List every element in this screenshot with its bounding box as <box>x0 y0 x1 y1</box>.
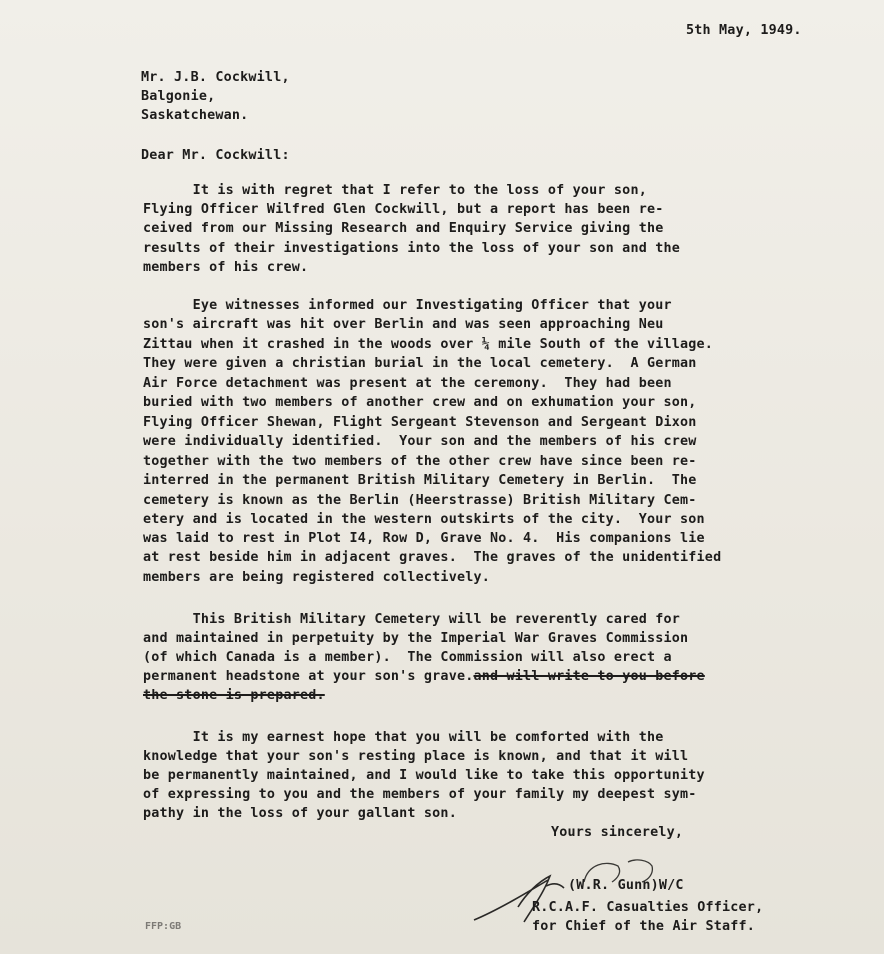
signer-org: for Chief of the Air Staff. <box>532 919 756 934</box>
struck-text: and will write to you before <box>473 669 705 684</box>
paragraph-line: and maintained in perpetuity by the Imperial War Graves Commission <box>143 631 689 646</box>
paragraph-line: It is with regret that I refer to the loss of your son, <box>143 183 647 198</box>
paragraph-line: Eye witnesses informed our Investigating Officer that your <box>143 298 672 313</box>
paragraph-line: be permanently maintained, and I would like to take this opportunity <box>143 768 705 783</box>
paragraph-line: were individually identified. Your son and the members of his crew <box>143 434 697 449</box>
paragraph-line: Flying Officer Shewan, Flight Sergeant Stevenson and Sergeant Dixon <box>143 415 697 430</box>
paragraph-line: This British Military Cemetery will be reverently cared for <box>143 612 681 627</box>
reference-initials: FFP:GB <box>145 921 182 932</box>
paragraph-line: was laid to rest in Plot I4, Row D, Grave No. 4. His companions lie <box>143 531 705 546</box>
paragraph-line: ceived from our Missing Research and Enquiry Service giving the <box>143 221 664 236</box>
recipient-line: Mr. J.B. Cockwill, <box>141 70 290 85</box>
paragraph-line: It is my earnest hope that you will be comforted with the <box>143 730 664 745</box>
closing: Yours sincerely, <box>551 825 684 840</box>
paragraph-line: They were given a christian burial in the local cemetery. A German <box>143 356 697 371</box>
paragraph-line: of expressing to you and the members of your family my deepest sym- <box>143 787 697 802</box>
paragraph-line: members are being registered collectively. <box>143 570 490 585</box>
recipient-line: Balgonie, <box>141 89 216 104</box>
paragraph-line: Flying Officer Wilfred Glen Cockwill, but a report has been re- <box>143 202 664 217</box>
paragraph-line: son's aircraft was hit over Berlin and was seen approaching Neu <box>143 317 664 332</box>
paragraph-line: results of their investigations into the loss of your son and the <box>143 241 681 256</box>
paragraph-line: cemetery is known as the Berlin (Heerstrasse) British Military Cem- <box>143 493 697 508</box>
paragraph-line: Zittau when it crashed in the woods over ¼ mile South of the village. <box>143 337 714 352</box>
salutation: Dear Mr. Cockwill: <box>141 148 290 163</box>
paragraph-line <box>143 668 705 686</box>
letter-date: 5th May, 1949. <box>686 23 802 38</box>
paragraph-line: at rest beside him in adjacent graves. The graves of the unidentified <box>143 550 722 565</box>
recipient-line: Saskatchewan. <box>141 108 249 123</box>
paragraph-line: interred in the permanent British Military Cemetery in Berlin. The <box>143 473 697 488</box>
paragraph-text: permanent headstone at your son's grave. <box>143 669 474 684</box>
struck-text: the stone is prepared. <box>143 688 325 703</box>
paragraph-line: (of which Canada is a member). The Commission will also erect a <box>143 650 672 665</box>
paragraph-line: together with the two members of the other crew have since been re- <box>143 454 697 469</box>
paragraph-line: knowledge that your son's resting place is known, and that it will <box>143 749 689 764</box>
signer-title: R.C.A.F. Casualties Officer, <box>532 900 764 915</box>
paragraph-line: etery and is located in the western outskirts of the city. Your son <box>143 512 705 527</box>
paragraph-line: members of his crew. <box>143 260 309 275</box>
paragraph-line: Air Force detachment was present at the ceremony. They had been <box>143 376 672 391</box>
signer-name: (W.R. Gunn)W/C <box>568 878 684 893</box>
paragraph-line: pathy in the loss of your gallant son. <box>143 806 457 821</box>
paragraph-line: buried with two members of another crew and on exhumation your son, <box>143 395 697 410</box>
